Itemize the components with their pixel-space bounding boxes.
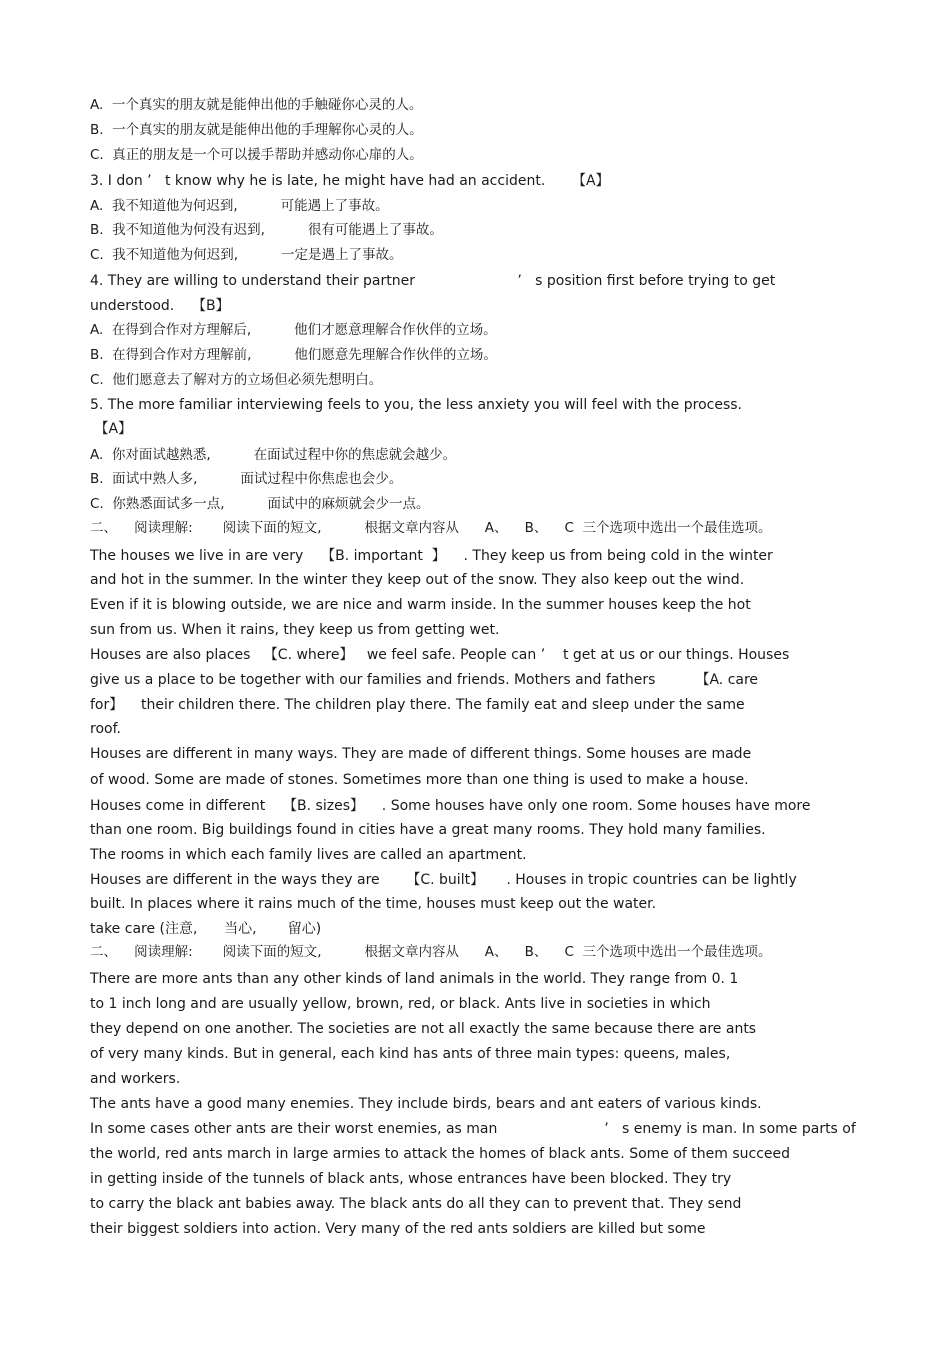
text-line: C. 你熟悉面试多一点, 面试中的麻烦就会少一点。 (90, 496, 430, 512)
text-line: 5. The more familiar interviewing feels to you, the less anxiety you will feel with the process. (90, 397, 742, 413)
text-line: B. 我不知道他为何没有迟到, 很有可能遇上了事故。 (90, 222, 443, 238)
text-line: their biggest soldiers into action. Very many of the red ants soldiers are killed but some (90, 1221, 706, 1237)
text-line: The houses we live in are very 【B. important 】 . They keep us from being cold in the winter (90, 548, 773, 564)
text-line: A. 你对面试越熟悉, 在面试过程中你的焦虑就会越少。 (90, 447, 457, 463)
text-line: Houses are different in the ways they are 【C. built】 . Houses in tropic countries can be lightly (90, 872, 797, 888)
text-line: In some cases other ants are their worst enemies, as man ’ s enemy is man. In some parts of (90, 1121, 856, 1137)
text-line: B. 一个真实的朋友就是能伸出他的手理解你心灵的人。 (90, 122, 423, 138)
text-line: The rooms in which each family lives are called an apartment. (90, 847, 527, 863)
text-line: of wood. Some are made of stones. Sometimes more than one thing is used to make a house. (90, 772, 749, 788)
text-line: 【A】 (90, 421, 133, 437)
text-line: Houses are also places 【C. where】 we feel safe. People can ’ t get at us or our things. Houses (90, 647, 790, 663)
text-line: for】 their children there. The children play there. The family eat and sleep under the same (90, 697, 745, 713)
text-line: take care (注意, 当心, 留心) (90, 921, 322, 937)
text-line: and workers. (90, 1071, 181, 1087)
text-line: to 1 inch long and are usually yellow, brown, red, or black. Ants live in societies in which (90, 996, 711, 1012)
text-line: 4. They are willing to understand their partner ’ s position first before trying to get (90, 273, 776, 289)
text-line: A. 一个真实的朋友就是能伸出他的手触碰你心灵的人。 (90, 97, 423, 113)
text-line: C. 真正的朋友是一个可以援手帮助并感动你心扉的人。 (90, 147, 423, 163)
text-line: built. In places where it rains much of the time, houses must keep out the water. (90, 896, 657, 912)
text-line: A. 在得到合作对方理解后, 他们才愿意理解合作伙伴的立场。 (90, 322, 497, 338)
text-line: of very many kinds. But in general, each kind has ants of three main types: queens, males, (90, 1046, 731, 1062)
text-line: There are more ants than any other kinds of land animals in the world. They range from 0. 1 (90, 971, 739, 987)
text-line: Houses come in different 【B. sizes】 . Some houses have only one room. Some houses have more (90, 798, 811, 814)
text-line: C. 他们愿意去了解对方的立场但必须先想明白。 (90, 372, 383, 388)
text-line: than one room. Big buildings found in cities have a great many rooms. They hold many families. (90, 822, 766, 838)
text-line: to carry the black ant babies away. The black ants do all they can to prevent that. They send (90, 1196, 742, 1212)
text-line: they depend on one another. The societies are not all exactly the same because there are ants (90, 1021, 757, 1037)
text-line: roof. (90, 721, 121, 737)
text-line: A. 我不知道他为何迟到, 可能遇上了事故。 (90, 198, 389, 214)
section-heading: 二、 阅读理解: 阅读下面的短文, 根据文章内容从 A、 B、 C 三个选项中选出一个最佳选项。 (90, 944, 772, 960)
text-line: understood. 【B】 (90, 298, 230, 314)
text-line: B. 面试中熟人多, 面试过程中你焦虑也会少。 (90, 471, 403, 487)
text-line: and hot in the summer. In the winter they keep out of the snow. They also keep out the wind. (90, 572, 745, 588)
text-line: B. 在得到合作对方理解前, 他们愿意先理解合作伙伴的立场。 (90, 347, 497, 363)
text-line: in getting inside of the tunnels of black ants, whose entrances have been blocked. They try (90, 1171, 732, 1187)
text-line: give us a place to be together with our families and friends. Mothers and fathers 【A. care (90, 672, 759, 688)
text-line: Even if it is blowing outside, we are nice and warm inside. In the summer houses keep the hot (90, 597, 751, 613)
section-heading: 二、 阅读理解: 阅读下面的短文, 根据文章内容从 A、 B、 C 三个选项中选出一个最佳选项。 (90, 520, 772, 536)
text-line: sun from us. When it rains, they keep us from getting wet. (90, 622, 500, 638)
text-line: 3. I don ’ t know why he is late, he might have had an accident. 【A】 (90, 173, 610, 189)
text-line: C. 我不知道他为何迟到, 一定是遇上了事故。 (90, 247, 403, 263)
text-line: the world, red ants march in large armies to attack the homes of black ants. Some of them succeed (90, 1146, 791, 1162)
text-line: The ants have a good many enemies. They include birds, bears and ant eaters of various kinds. (90, 1096, 762, 1112)
text-line: Houses are different in many ways. They are made of different things. Some houses are made (90, 746, 752, 762)
